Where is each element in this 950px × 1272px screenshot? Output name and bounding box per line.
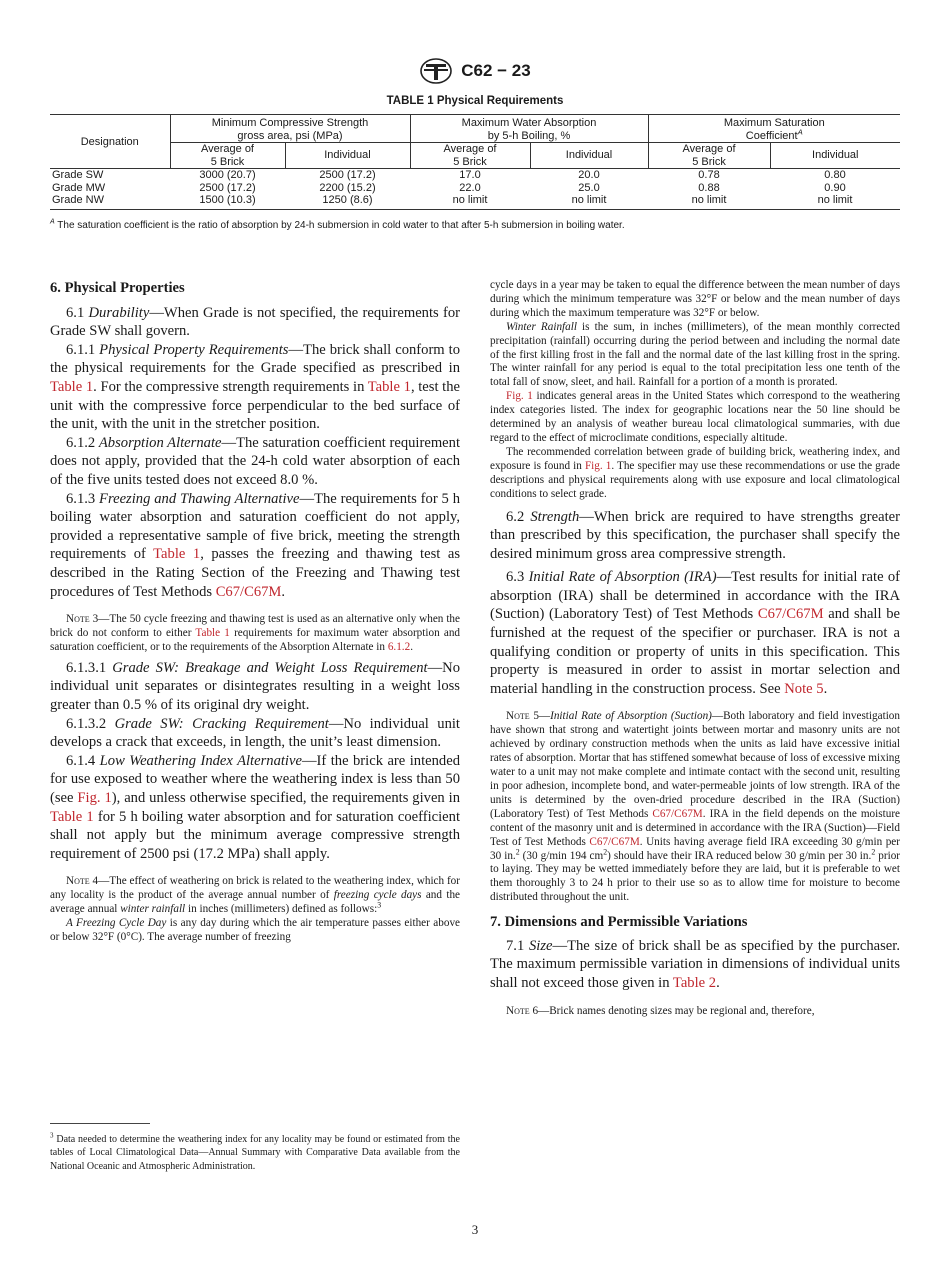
table-cell: 2500 (17.2) <box>199 181 256 194</box>
paragraph-7-1: 7.1 Size—The size of brick shall be as specified by the purchaser. The maximum permissible variation in dimensions of individual units shall not exceed those given in Table 2. <box>490 937 900 991</box>
c67-link[interactable]: C67/C67M <box>215 583 282 600</box>
table-1-link[interactable]: Table 1 <box>367 378 411 395</box>
fig-1-link[interactable]: Fig. 1 <box>584 459 612 472</box>
table-cell: 22.0 <box>459 181 481 194</box>
table-cell: 0.80 <box>824 169 846 181</box>
note-4-winter-rainfall: Winter Rainfall is the sum, in inches (millimeters), of the mean monthly corrected precipitation (rainfall) occurring during the period between and including the normal date of the first killing frost in the fall and the normal date of the last killing frost in the spring. The winter rainfall for any period is equal to the total precipitation less one tenth of the total fall of snow, sleet, and hail. Rainfall for a portion of a month is prorated. <box>490 320 900 389</box>
header-saturation-coefficient: Maximum Saturation Coefficient$^A$ <box>648 115 900 143</box>
paragraph-6-1-2: 6.1.2 Absorption Alternate—The saturation coefficient requirement does not apply, provided that the 24-h cold water absorption of each of the five units tested does not exceed 8.0 %. <box>50 434 460 488</box>
note-4-continued: cycle days in a year may be taken to equal the difference between the mean number of days during which the minimum temperature was 32°F or below and the mean number of days during which the maximum temperature was 32°F or below. <box>490 279 900 319</box>
paragraph-6-1-3: 6.1.3 Freezing and Thawing Alternative—The requirements for 5 h boiling water absorption and saturation coefficient do not apply, provided a representative sample of five brick, meeting the strength requirements of Table 1, passes the freezing and thawing test as described in the Rating Section of the Freezing and Thawing test procedures of Test Methods C67/C67M. <box>50 490 460 600</box>
subheader-average: Average of 5 Brick <box>170 143 285 169</box>
paragraph-6-1-1: 6.1.1 Physical Property Requirements—The brick shall conform to the physical requirements for the Grade specified as prescribed in Table 1. For the compressive strength requirements in Table 1, test the unit with the compressive force perpendicular to the bed surface of the unit, with the unit in the stretcher position. <box>50 341 460 433</box>
section-6-1-2-link[interactable]: 6.1.2 <box>387 640 411 653</box>
footnote-3: $^3$ Data needed to determine the weathering index for any locality may be found or estimated from the tables of Local Climatological Data—Annual Summary with Comparative Data available from the National Oceanic and Atmospheric Administration. <box>50 1131 460 1172</box>
subheader-individual: Individual <box>770 143 900 169</box>
note-4-fig-reference: Fig. 1 indicates general areas in the United States which correspond to the weathering index categories listed. The index for geographic locations near the 50 line should be determined by an analysis of weather bureau local climatological summaries, with due regard to the effect of microclimate conditions, especially altitude. <box>490 390 900 444</box>
paragraph-6-1: 6.1 Durability—When Grade is not specified, the requirements for Grade SW shall govern. <box>50 304 460 340</box>
table-1-link[interactable]: Table 1 <box>195 627 230 639</box>
left-column <box>50 279 460 945</box>
fig-1-link[interactable]: Fig. 1 <box>506 390 533 403</box>
table-cell: 2200 (15.2) <box>319 181 376 194</box>
right-column <box>490 279 900 1018</box>
table-cell: 0.90 <box>824 181 846 194</box>
cell-designation: Grade MW <box>52 181 106 194</box>
c67-link[interactable]: C67/C67M <box>757 606 824 623</box>
table-title: TABLE 1 Physical Requirements <box>386 95 564 107</box>
header-water-absorption: Maximum Water Absorption by 5-h Boiling, % <box>410 115 648 143</box>
note-4-freezing-cycle-day: A Freezing Cycle Day is any day during which the air temperature passes either above or below 32°F (0°C). The average number of freezing <box>50 917 461 943</box>
standard-code: C62 − 23 <box>461 61 531 80</box>
header-designation: Designation <box>50 115 170 169</box>
table-cell: no limit <box>410 194 530 209</box>
cell-designation: Grade NW <box>50 194 170 209</box>
section-heading-dimensions: 7. Dimensions and Permissible Variations <box>490 914 748 931</box>
table-cell: 20.0 <box>578 169 600 181</box>
note-4: Note 4—The effect of weathering on brick is related to the weathering index, which for any locality is the product of the average annual number of freezing cycle days and the average annual winter rainfall in inches (millimeters) defined as follows:$^3$ <box>50 875 460 916</box>
table-footnote: $^A$ The saturation coefficient is the ratio of absorption by 24-h submersion in cold water to that after 5-h submersion in boiling water. <box>50 218 625 231</box>
subheader-individual: Individual <box>285 143 410 169</box>
footnote-divider <box>50 1123 150 1124</box>
table-1-link[interactable]: Table 1 <box>50 808 94 825</box>
table-cell: no limit <box>770 194 900 209</box>
paragraph-6-2: 6.2 Strength—When brick are required to have strengths greater than prescribed by this specification, the purchaser shall specify the desired minimum gross area compressive strength. <box>490 508 901 562</box>
table-cell: 17.0 <box>459 169 481 181</box>
fig-1-link[interactable]: Fig. 1 <box>77 789 112 806</box>
note-5-link[interactable]: Note 5 <box>784 680 824 697</box>
table-1-link[interactable]: Table 1 <box>50 378 94 395</box>
physical-requirements-table <box>50 114 900 210</box>
note-6: Note 6—Brick names denoting sizes may be regional and, therefore, <box>506 1004 815 1017</box>
paragraph-6-1-3-1: 6.1.3.1 Grade SW: Breakage and Weight Loss Requirement—No individual unit separates or disintegrates resulting in a weight loss greater than 0.5 % of its original dry weight. <box>50 659 460 713</box>
table-cell: 1250 (8.6) <box>285 194 410 209</box>
table-cell: 0.78 <box>698 169 720 181</box>
table-cell: 0.88 <box>698 181 720 194</box>
table-cell: 1500 (10.3) <box>170 194 285 209</box>
c67-link[interactable]: C67/C67M <box>652 807 703 820</box>
note-3: Note 3—The 50 cycle freezing and thawing test is used as an alternative only when the brick do not conform to either Table 1 requirements for maximum water absorption and saturation coefficient, or to the requirements of the Absorption Alternate in 6.1.2. <box>50 613 461 653</box>
table-1-link[interactable]: Table 1 <box>153 546 201 563</box>
header-compressive-strength: Minimum Compressive Strength gross area, psi (MPa) <box>170 115 410 143</box>
table-2-link[interactable]: Table 2 <box>672 974 717 991</box>
page-number: 3 <box>471 1222 479 1237</box>
table-cell: 3000 (20.7) <box>199 169 256 181</box>
paragraph-6-1-3-2: 6.1.3.2 Grade SW: Cracking Requirement—No individual unit develops a crack that exceeds, in length, the unit’s least dimension. <box>50 715 460 751</box>
note-4-recommendation: The recommended correlation between grade of building brick, weathering index, and exposure is found in Fig. 1. The specifier may use these recommendations or use the grade descriptions and physical requirements along with use exposure and local climatological conditions to select grade. <box>490 445 900 500</box>
section-heading-physical-properties: 6. Physical Properties <box>50 280 185 296</box>
paragraph-6-3: 6.3 Initial Rate of Absorption (IRA)—Test results for initial rate of absorption (IRA) shall be determined in accordance with the IRA (Suction) (Laboratory Test) of Test Methods C67/C67M and shall be furnished at the request of the specifier or purchaser. IRA is not a qualifying condition or property of units in this specification. This property is measured in order to assist in mortar selection and material handling in the construction process. See Note 5. <box>490 569 901 697</box>
table-cell: no limit <box>648 194 770 209</box>
subheader-average: Average of 5 Brick <box>410 143 530 169</box>
table-row <box>50 182 900 195</box>
c67-link[interactable]: C67/C67M <box>589 835 640 848</box>
table-row <box>50 194 900 209</box>
page-header <box>0 56 950 86</box>
paragraph-6-1-4: 6.1.4 Low Weathering Index Alternative—If the brick are intended for use exposed to weather where the weathering index is less than 50 (see Fig. 1), and unless otherwise specified, the requirements given in Table 1 for 5 h boiling water absorption and for saturation coefficient shall not apply but the minimum average compressive strength requirement of 2500 psi (17.2 MPa) shall apply. <box>50 752 460 862</box>
subheader-individual: Individual <box>530 143 648 169</box>
table-cell: no limit <box>530 194 648 209</box>
note-5: Note 5—Initial Rate of Absorption (Suction)—Both laboratory and field investigation have shown that strong and watertight joints between mortar and masonry units are not achieved by ordinary construction methods when the units as laid have excessive initial rates of absorption. Mortar that has stiffened somewhat because of loss of excessive mixing water to a unit may not make complete and intimate contact with the second unit, resulting in poor adhesion, incomplete bond, and water-permeable joints of low strength. IRA of the units is determined by the oven-dried procedure described in the IRA (Suction) (Laboratory Test) of Test Methods C67/C67M. IRA in the field depends on the moisture content of the masonry unit and is determined in accordance with the IRA (Suction)—Field Test of Test Methods C67/C67M. Units having average field IRA exceeding 30 g/min per 30 in.$^2$ (30 g/min 194 $cm^2$) should have their IRA reduced below 30 g/min per 30 in.$^2$ prior to laying. They may be wetted immediately before they are laid, but it is preferable to wet them thoroughly 3 to 24 h prior to their use so as to allow time for moisture to become distributed throughout the unit. <box>490 710 901 904</box>
table-cell: 2500 (17.2) <box>319 169 376 181</box>
table-cell: 25.0 <box>578 181 600 194</box>
cell-designation: Grade SW <box>52 169 104 181</box>
subheader-average: Average of 5 Brick <box>648 143 770 169</box>
table-row <box>50 169 900 182</box>
astm-logo-icon <box>419 57 453 85</box>
